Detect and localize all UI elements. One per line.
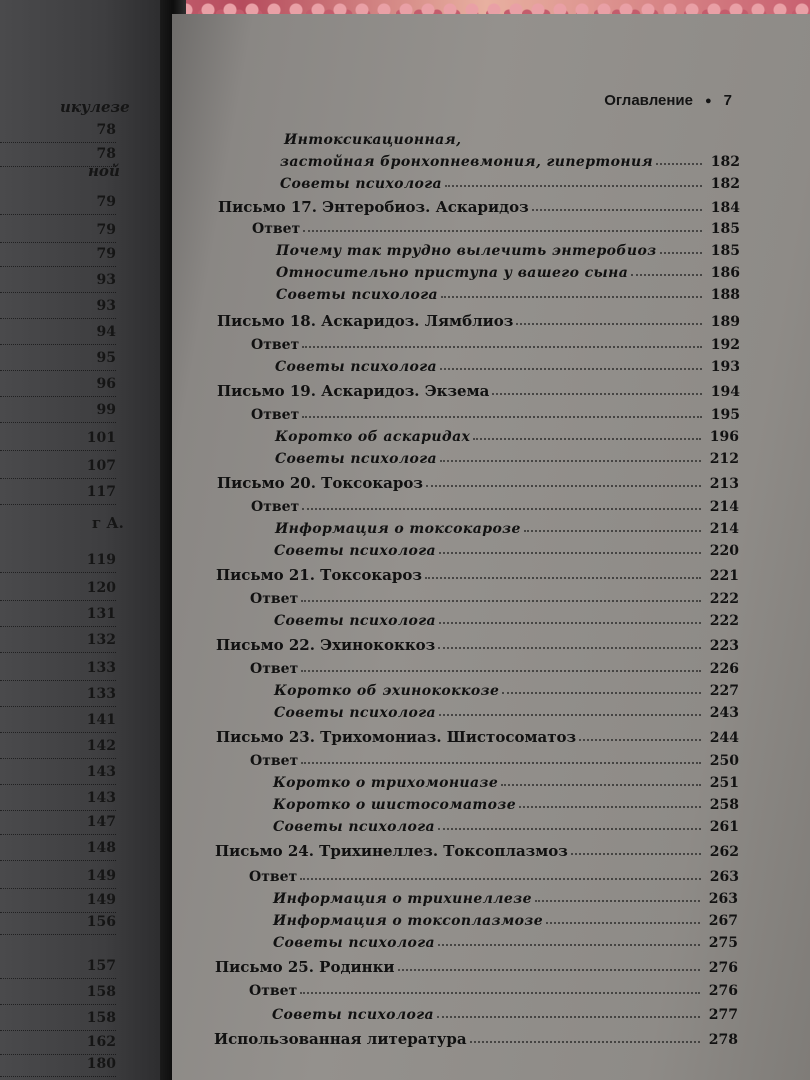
toc-entry-text: Ответ [251,499,300,515]
toc-entry-page: 258 [709,797,739,813]
left-page-number-line [0,376,116,397]
left-page-number-line [0,712,116,733]
toc-entry-page: 193 [710,359,740,375]
toc-entry-page: 189 [710,314,740,330]
toc-entry-text: Ответ [251,407,300,423]
toc-entry-text: Коротко об эхинококкозе [274,683,500,699]
toc-entry-text: Письмо 20. Токсокароз [217,474,423,492]
dot-leader [660,252,702,254]
toc-entry-text: Относительно приступа у вашего сына [276,265,629,281]
toc-entry-text: Советы психолога [273,819,436,835]
toc-entry-page: 213 [709,476,739,492]
toc-subsection [275,360,740,374]
left-page-number: 180 [86,1056,116,1072]
dot-leader [438,828,701,830]
left-page-number-line [0,580,116,601]
dot-leader [301,670,701,672]
toc-entry-page: 182 [710,154,740,170]
left-page-number: 99 [96,402,116,418]
toc-entry-text: Ответ [250,753,299,769]
dot-leader [502,692,701,694]
dot-leader [300,992,700,994]
toc-answer [251,338,740,352]
toc-entry-text: Письмо 18. Аскаридоз. Лямблиоз [217,312,514,330]
toc-entry-text: Советы психолога [274,705,437,721]
left-page-number: 133 [86,686,116,702]
toc-entry-page: 192 [710,337,740,353]
left-page-number-line [0,350,116,371]
left-page-number-line [0,840,116,861]
toc-entry-text: Информация о токсоплазмозе [273,913,544,929]
toc-entry-page: 212 [709,451,739,467]
toc-subsection [273,798,739,812]
toc-entry-text: Использованная литература [214,1030,467,1048]
left-page-number: 149 [86,892,116,908]
toc-subsection [274,544,739,558]
toc-chapter [218,200,740,215]
dot-leader [535,900,700,902]
toc-entry-page: 222 [709,613,739,629]
left-page-number-line [0,222,116,243]
toc-chapter [216,568,739,583]
toc-entry-page: 220 [709,543,739,559]
toc-entry-page: 184 [710,200,740,216]
toc-entry-text: Ответ [250,591,299,607]
dot-leader [398,969,700,971]
toc-entry-text: застойная бронхопневмония, гипертония [280,154,654,170]
left-page-number-line [0,324,116,345]
toc-entry [280,177,740,191]
toc-answer [249,870,739,884]
left-page-number: 157 [86,958,116,974]
toc-subsection [274,614,739,628]
left-page-number-line [0,1010,116,1031]
toc-entry-text: Коротко о шистосоматозе [273,797,517,813]
left-page-number: 162 [86,1034,116,1050]
left-page-number: 78 [96,122,116,138]
toc-entry-page: 275 [708,935,738,951]
left-page-number: 101 [86,430,116,446]
left-page-number-line [0,738,116,759]
dot-leader [302,416,702,418]
toc-entry-text: Ответ [249,983,298,999]
left-page [0,0,172,1080]
left-page-number: 93 [96,272,116,288]
left-page-number: 158 [86,1010,116,1026]
dot-leader [439,552,701,554]
dot-leader [631,274,702,276]
table-of-contents [172,14,810,1080]
bullet-icon: ● [705,94,712,107]
toc-answer [252,222,740,236]
toc-answer [249,984,738,998]
left-page-number-line [0,246,116,267]
dot-leader [470,1041,700,1043]
dot-leader [473,438,701,440]
toc-subsection [274,706,739,720]
toc-entry-page: 276 [708,960,738,976]
left-page-number-line [0,430,116,451]
toc-subsection [273,892,738,906]
toc-entry-page: 276 [708,983,738,999]
left-page-number-line [0,984,116,1005]
toc-entry-page: 185 [710,243,740,259]
toc-answer [250,592,739,606]
left-page-number-line [0,298,116,319]
left-page-number: 143 [86,790,116,806]
toc-subsection [273,820,739,834]
header-title: Оглавление [604,92,693,109]
left-page-number: 79 [96,246,116,262]
toc-chapter [214,1032,738,1047]
dot-leader [532,209,702,211]
left-page-number-line [0,122,116,143]
toc-entry [280,155,740,169]
toc-entry-page: 214 [709,521,739,537]
dot-leader [437,1016,700,1018]
left-page-number-line [0,790,116,811]
left-page-number: 158 [86,984,116,1000]
toc-entry-text: Информация о трихинеллезе [273,891,532,907]
dot-leader [301,600,701,602]
dot-leader [300,878,701,880]
toc-entry-text: Письмо 19. Аскаридоз. Экзема [217,382,490,400]
toc-entry-text: Письмо 23. Трихомониаз. Шистосоматоз [216,728,577,746]
toc-subsection [272,1008,738,1022]
toc-chapter [216,638,739,653]
dot-leader [524,530,701,532]
left-page-number-line [0,484,116,505]
toc-subsection [275,452,739,466]
toc-entry-page: 261 [709,819,739,835]
left-page-number: 79 [96,194,116,210]
left-page-number-line [0,194,116,215]
left-page-number: 142 [86,738,116,754]
left-page-number: 132 [86,632,116,648]
right-page [172,14,810,1080]
toc-entry-page: 263 [709,869,739,885]
toc-answer [251,500,739,514]
left-page-number-line [0,814,116,835]
toc-entry-page: 251 [709,775,739,791]
toc-entry-text: Советы психолога [276,287,439,303]
dot-leader [516,323,702,325]
left-page-number-line [0,458,116,479]
toc-entry-text: Письмо 22. Эхинококкоз [216,636,436,654]
toc-subsection [275,522,739,536]
left-page-number-line [0,660,116,681]
toc-chapter [215,844,739,859]
left-page-number-line [0,272,116,293]
toc-subsection [275,430,739,444]
left-page-number: 79 [96,222,116,238]
left-page-number: 148 [86,840,116,856]
dot-leader [656,163,702,165]
left-page-number-line [0,632,116,653]
dot-leader [440,368,702,370]
toc-answer [250,754,739,768]
toc-subsection [273,914,738,928]
toc-entry-text: Письмо 25. Родинки [215,958,395,976]
toc-entry-text: Советы психолога [275,451,438,467]
dot-leader [438,647,701,649]
left-page-number: 131 [86,606,116,622]
toc-entry-page: 214 [709,499,739,515]
toc-entry-page: 186 [710,265,740,281]
left-page-number-line [0,1034,116,1055]
toc-subsection [273,936,738,950]
dot-leader [501,784,701,786]
toc-entry-text: Письмо 17. Энтеробиоз. Аскаридоз [218,198,529,216]
left-page-number: 119 [86,552,116,568]
left-page-number-line [0,958,116,979]
toc-subsection [276,244,740,258]
toc-entry-text: Письмо 21. Токсокароз [216,566,422,584]
left-page-number: 133 [86,660,116,676]
left-page-number: 107 [86,458,116,474]
toc-entry-text: Советы психолога [274,613,437,629]
toc-chapter [215,960,738,975]
toc-entry-page: 223 [709,638,739,654]
left-page-number: 96 [96,376,116,392]
toc-entry-page: 243 [709,705,739,721]
left-page-number: 156 [86,914,116,930]
dot-leader [439,714,701,716]
toc-entry-text: Информация о токсокарозе [275,521,521,537]
left-page-number-line [0,606,116,627]
toc-subsection [274,684,739,698]
left-page-number-line [0,764,116,785]
toc-entry-text: Ответ [251,337,300,353]
toc-entry-page: 188 [710,287,740,303]
left-page-number: 120 [86,580,116,596]
left-page-number-line [0,914,116,935]
dot-leader [440,460,701,462]
left-page-number: 78 [96,146,116,162]
toc-subsection [276,266,740,280]
toc-entry-text: Советы психолога [273,935,436,951]
left-page-fragment: г А. [92,514,124,532]
left-page-number: 143 [86,764,116,780]
toc-answer [251,408,740,422]
toc-entry-text: Советы психолога [275,359,438,375]
toc-entry-text: Коротко об аскаридах [275,429,471,445]
toc-entry-page: 263 [708,891,738,907]
toc-intro-line: Интоксикационная, [284,132,462,148]
toc-entry-page: 262 [709,844,739,860]
toc-chapter [217,384,740,399]
dot-leader [445,185,702,187]
left-page-number-line [0,402,116,423]
toc-entry-text: Почему так трудно вылечить энтеробиоз [276,243,657,259]
dot-leader [546,922,700,924]
left-page-number-line [0,146,116,167]
toc-entry-text: Коротко о трихомониазе [273,775,499,791]
toc-entry-text: Ответ [249,869,298,885]
left-page-number-line [0,892,116,913]
left-page-number-line [0,552,116,573]
toc-entry-page: 267 [708,913,738,929]
dot-leader [571,853,701,855]
toc-entry-page: 182 [710,176,740,192]
toc-subsection [273,776,739,790]
left-page-number: 94 [96,324,116,340]
toc-entry-page: 226 [709,661,739,677]
toc-chapter [217,314,740,329]
toc-entry-page: 222 [709,591,739,607]
toc-entry-page: 227 [709,683,739,699]
dot-leader [438,944,700,946]
left-page-number: 93 [96,298,116,314]
toc-entry-page: 221 [709,568,739,584]
toc-entry-text: Советы психолога [280,176,443,192]
dot-leader [519,806,701,808]
dot-leader [426,485,701,487]
toc-entry-page: 196 [709,429,739,445]
toc-entry-page: 250 [709,753,739,769]
left-page-number: 117 [86,484,116,500]
toc-chapter [217,476,739,491]
left-page-number: 95 [96,350,116,366]
toc-entry-page: 244 [709,730,739,746]
dot-leader [303,230,702,232]
toc-chapter [216,730,739,745]
dot-leader [492,393,702,395]
toc-subsection [276,288,740,302]
dot-leader [425,577,701,579]
toc-entry-text: Ответ [250,661,299,677]
toc-entry-page: 277 [708,1007,738,1023]
toc-entry-page: 185 [710,221,740,237]
dot-leader [439,622,701,624]
dot-leader [579,739,701,741]
toc-entry-text: Ответ [252,221,301,237]
toc-entry-text: Письмо 24. Трихинеллез. Токсоплазмоз [215,842,568,860]
toc-entry-page: 194 [710,384,740,400]
toc-entry-page: 195 [710,407,740,423]
left-page-fragment: икулезе [60,98,130,116]
header-page-number: 7 [723,92,732,109]
toc-entry-page: 278 [708,1032,738,1048]
left-page-fragment: ной [88,162,120,180]
left-page-number: 147 [86,814,116,830]
toc-entry-text: Советы психолога [274,543,437,559]
toc-answer [250,662,739,676]
left-page-number-line [0,1056,116,1077]
dot-leader [302,508,701,510]
left-page-number-line [0,686,116,707]
dot-leader [302,346,702,348]
dot-leader [441,296,702,298]
dot-leader [301,762,701,764]
left-page-number: 141 [86,712,116,728]
toc-entry-text: Советы психолога [272,1007,435,1023]
left-page-number: 149 [86,868,116,884]
left-page-number-line [0,868,116,889]
